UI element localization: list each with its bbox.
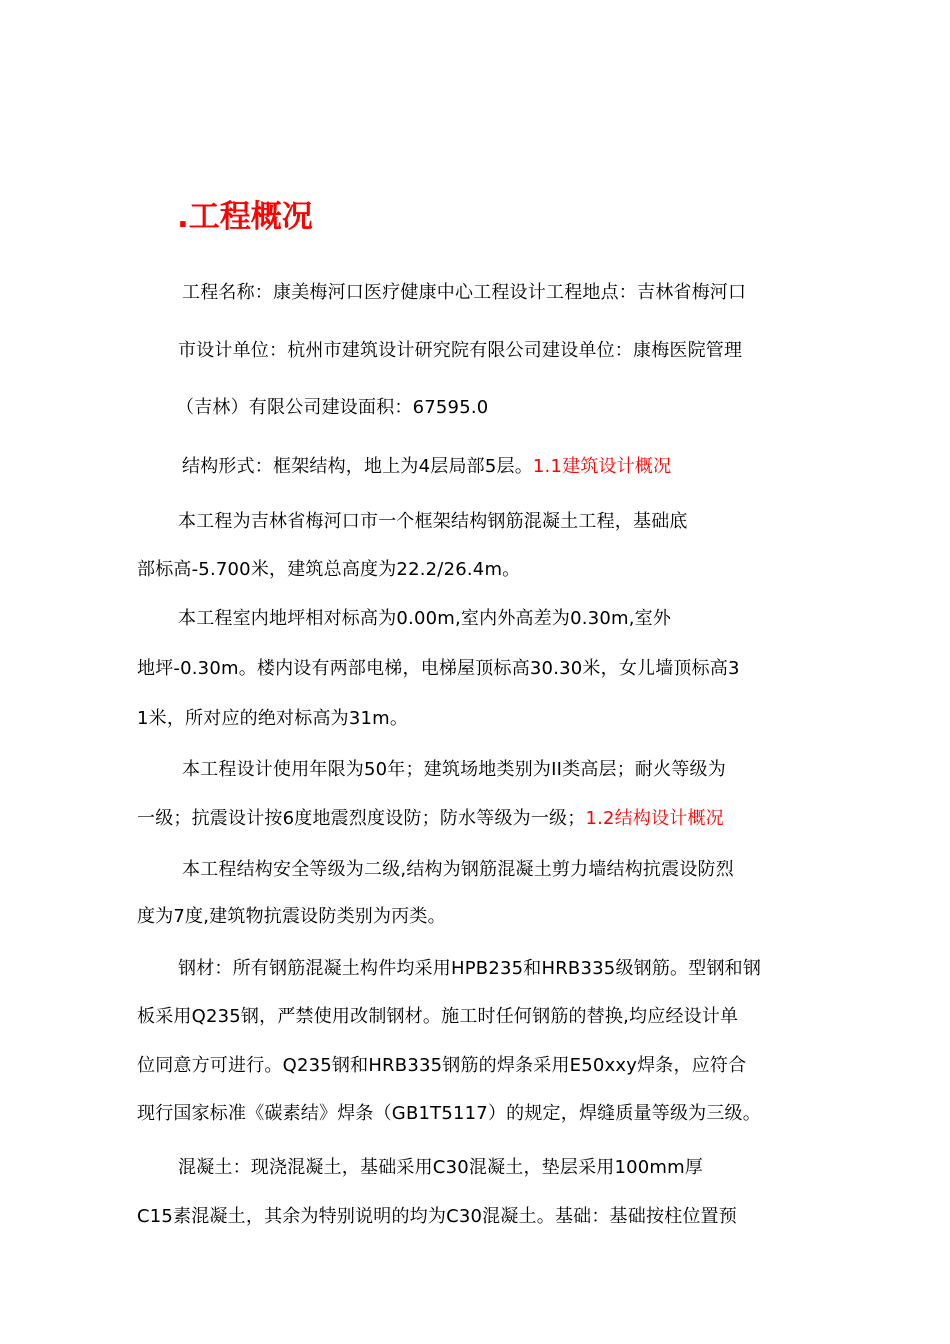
text-line-18 [178,1154,703,1182]
section-title: .工程概况 [177,199,313,235]
line-text: 度为7度,建筑物抗震设防类别为丙类。 [137,906,446,927]
text-line-6 [137,556,520,584]
line-text: 混凝土：现浇混凝土，基础采用C30混凝土，垫层采用100mm厚 [178,1157,704,1178]
text-line-5 [178,508,688,536]
line-text: 板采用Q235钢，严禁使用改制钢材。施工时任何钢筋的替换,均应经设计单 [137,1006,739,1027]
line-text: 本工程结构安全等级为二级,结构为钢筋混凝土剪力墙结构抗震设防烈 [182,859,734,880]
text-line-15 [137,1003,738,1031]
text-line-9 [137,705,408,733]
text-line-1 [182,279,746,307]
line-text: 本工程设计使用年限为50年；建筑场地类别为II类高层；耐火等级为 [182,759,726,780]
text-line-2 [178,337,742,365]
text-line-7 [178,605,671,633]
line-text: 钢材：所有钢筋混凝土构件均采用HPB235和HRB335级钢筋。型钢和钢 [178,958,762,979]
line-text: C15素混凝土，其余为特别说明的均为C30混凝土。基础：基础按柱位置预 [137,1206,737,1227]
line-text: （吉林）有限公司建设面积：67595.0 [176,397,489,418]
line-text: 本工程为吉林省梅河口市一个框架结构钢筋混凝土工程，基础底 [178,511,688,532]
line-text: 工程名称：康美梅河口医疗健康中心工程设计工程地点：吉林省梅河口 [182,282,747,303]
subsection-heading-1-2: 1.2结构设计概况 [585,808,724,829]
line-text: 市设计单位：杭州市建筑设计研究院有限公司建设单位：康梅医院管理 [178,340,743,361]
text-line-11 [137,805,724,833]
line-text: 现行国家标准《碳素结》焊条（GB1T5117）的规定，焊缝质量等级为三级。 [137,1103,761,1124]
text-line-17 [137,1100,761,1128]
line-text: 一级；抗震设计按6度地震烈度设防；防水等级为一级； [137,808,586,829]
text-line-16 [137,1052,746,1080]
text-line-13 [137,903,446,931]
text-line-14 [178,955,761,983]
line-text: 本工程室内地坪相对标高为0.00m,室内外高差为0.30m,室外 [178,608,672,629]
text-line-12 [182,856,734,884]
subsection-heading-1-1: 1.1建筑设计概况 [532,456,672,477]
text-line-8 [137,655,740,683]
text-line-10 [182,756,726,784]
text-line-3 [176,394,488,422]
line-text: 部标高-5.700米，建筑总高度为22.2/26.4m。 [137,559,521,580]
line-text: 地坪-0.30m。楼内设有两部电梯，电梯屋顶标高30.30米，女儿墙顶标高3 [137,658,740,679]
line-text: 结构形式：框架结构，地上为4层局部5层。 [182,456,533,477]
text-line-4 [182,453,671,481]
text-line-19 [137,1203,737,1231]
line-text: 位同意方可进行。Q235钢和HRB335钢筋的焊条采用E50xxy焊条，应符合 [137,1055,747,1076]
line-text: 1米，所对应的绝对标高为31m。 [137,708,409,729]
